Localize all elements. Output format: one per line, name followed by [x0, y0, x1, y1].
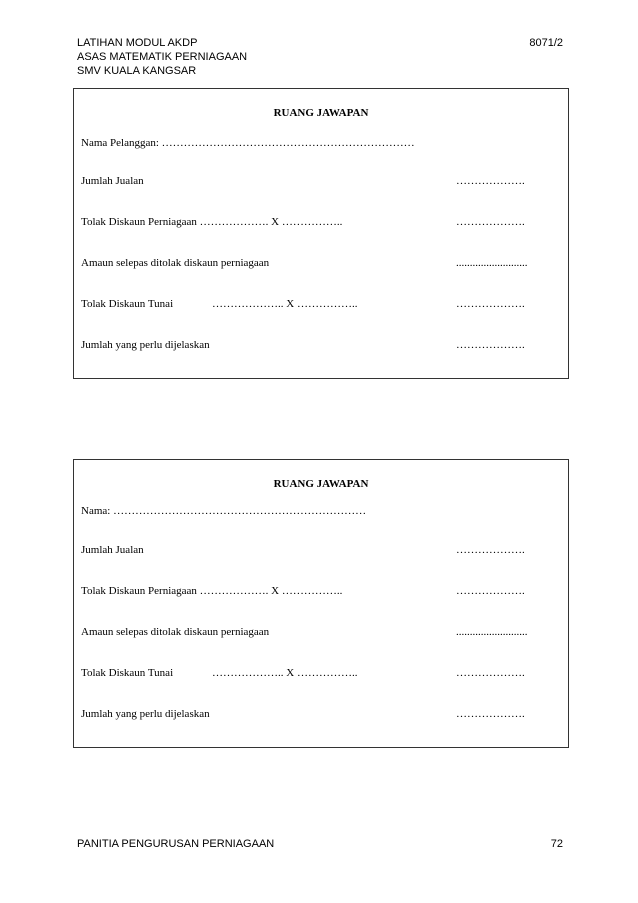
amaun-answer: .......................... — [456, 257, 528, 269]
jumlah-dijelaskan-row — [81, 708, 560, 722]
footer-department: PANITIA PENGURUSAN PERNIAGAAN — [77, 838, 275, 850]
jumlah-jualan-answer: ………………. — [456, 175, 525, 187]
tolak-diskaun-tunai-answer: ………………. — [456, 298, 525, 310]
tolak-diskaun-tunai-label: Tolak Diskaun Tunai — [81, 298, 174, 310]
tolak-diskaun-perniagaan-answer: ………………. — [456, 216, 525, 228]
amaun-row — [81, 626, 560, 640]
amaun-row — [81, 257, 560, 271]
page-number: 72 — [550, 838, 563, 850]
jumlah-dijelaskan-answer: ………………. — [456, 708, 525, 720]
amaun-label: Amaun selepas ditolak diskaun perniagaan — [81, 257, 270, 269]
answer-box-1 — [73, 88, 569, 379]
header-school: SMV KUALA KANGSAR — [77, 65, 197, 77]
header-subject: ASAS MATEMATIK PERNIAGAAN — [77, 51, 248, 63]
jumlah-dijelaskan-label: Jumlah yang perlu dijelaskan — [81, 708, 210, 720]
tolak-diskaun-perniagaan-row — [81, 585, 560, 599]
amaun-answer: .......................... — [456, 626, 528, 638]
jumlah-jualan-answer: ………………. — [456, 544, 525, 556]
answer-box-2 — [73, 459, 569, 748]
customer-name-row — [81, 137, 560, 151]
answer-box-title: RUANG JAWAPAN — [273, 478, 369, 490]
tolak-diskaun-perniagaan-label: Tolak Diskaun Perniagaan ………………. X …………….. — [81, 585, 343, 597]
tolak-diskaun-perniagaan-label: Tolak Diskaun Perniagaan ………………. X …………….. — [81, 216, 343, 228]
jumlah-dijelaskan-answer: ………………. — [456, 339, 525, 351]
customer-name-line: Nama Pelanggan: …………………………………………………………… — [81, 137, 415, 149]
page-header — [77, 36, 247, 78]
tolak-diskaun-tunai-row — [81, 667, 560, 681]
tolak-diskaun-tunai-label: Tolak Diskaun Tunai — [81, 667, 174, 679]
jumlah-jualan-row — [81, 175, 560, 189]
amaun-label: Amaun selepas ditolak diskaun perniagaan — [81, 626, 270, 638]
jumlah-jualan-label: Jumlah Jualan — [81, 175, 144, 187]
header-paper-code: 8071/2 — [529, 37, 563, 49]
header-module-title: LATIHAN MODUL AKDP — [77, 37, 198, 49]
jumlah-jualan-row — [81, 544, 560, 558]
tolak-diskaun-tunai-row — [81, 298, 560, 312]
tolak-diskaun-tunai-calc: ……………….. X …………….. — [212, 298, 358, 310]
tolak-diskaun-perniagaan-row — [81, 216, 560, 230]
tolak-diskaun-perniagaan-answer: ………………. — [456, 585, 525, 597]
tolak-diskaun-tunai-answer: ………………. — [456, 667, 525, 679]
tolak-diskaun-tunai-calc: ……………….. X …………….. — [212, 667, 358, 679]
answer-box-title: RUANG JAWAPAN — [273, 107, 369, 119]
jumlah-dijelaskan-label: Jumlah yang perlu dijelaskan — [81, 339, 210, 351]
jumlah-jualan-label: Jumlah Jualan — [81, 544, 144, 556]
customer-name-row — [81, 505, 560, 519]
jumlah-dijelaskan-row — [81, 339, 560, 353]
customer-name-line: Nama: …………………………………………………………… — [81, 505, 367, 517]
